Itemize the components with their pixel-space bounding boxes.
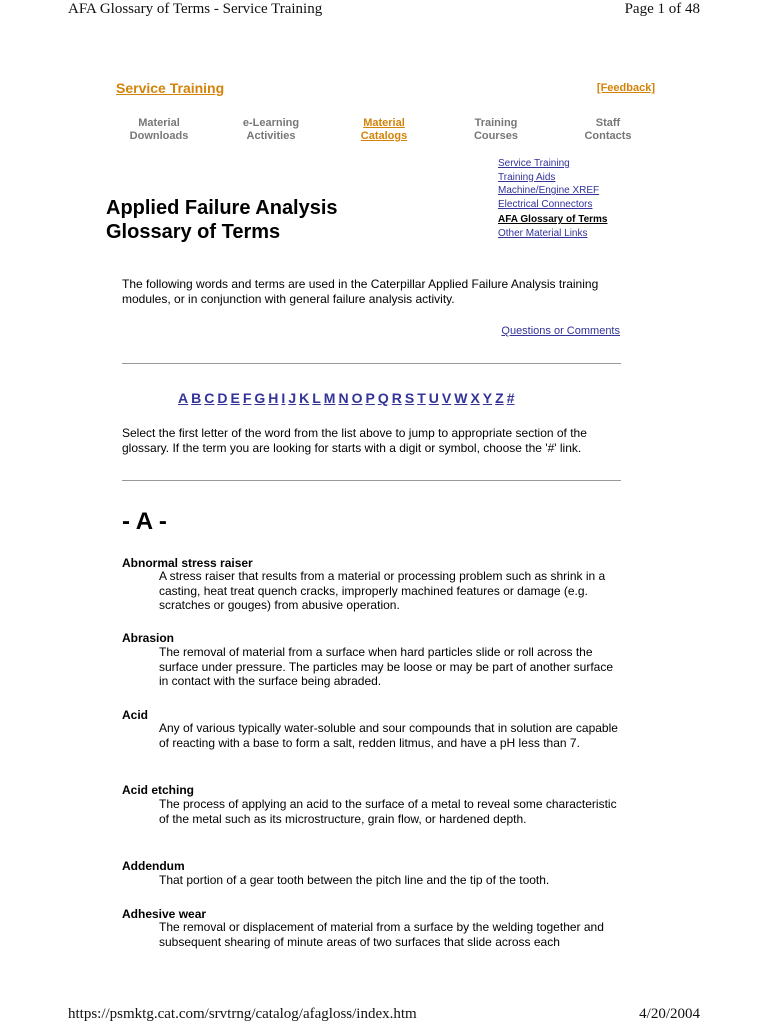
nav-label-line2: Courses	[473, 130, 519, 142]
alpha-link-hash[interactable]: #	[506, 390, 515, 406]
side-link-list	[498, 157, 607, 241]
glossary-term: Acid	[122, 708, 149, 722]
print-header-page-number: Page 1 of 48	[624, 1, 700, 17]
nav-label-line1: Training	[474, 117, 518, 129]
side-link-other-material-links[interactable]: Other Material Links	[498, 227, 588, 239]
side-link-afa-glossary-current[interactable]: AFA Glossary of Terms	[498, 214, 608, 226]
nav-material-downloads[interactable]	[114, 117, 204, 143]
divider-bottom	[122, 480, 621, 481]
nav-label-line1: Staff	[595, 117, 621, 129]
nav-elearning-activities[interactable]	[226, 117, 316, 143]
alpha-link-s[interactable]: S	[404, 390, 415, 406]
nav-material-catalogs[interactable]	[339, 117, 429, 143]
glossary-term: Abnormal stress raiser	[122, 556, 253, 570]
intro-paragraph: The following words and terms are used in the Caterpillar Applied Failure Analysis training modules, or in conjunction with general failure analysis activity.	[122, 277, 599, 306]
alphabet-instructions: Select the first letter of the word from the list above to jump to appropriate section of the glossary. If the term you are looking for starts with a digit or symbol, choose the '#' link.	[122, 426, 587, 455]
glossary-definition: The removal of material from a surface when hard particles slide or roll across the surface under pressure. The particles may be loose or may be part of another surface in contact with the surface being abraded.	[159, 645, 614, 689]
alpha-link-v[interactable]: V	[441, 390, 452, 406]
page-title-line1: Applied Failure Analysis	[106, 197, 338, 219]
alpha-link-g[interactable]: G	[254, 390, 266, 406]
alphabet-index	[178, 390, 517, 406]
side-link-training-aids[interactable]: Training Aids	[498, 171, 556, 183]
glossary-term: Acid etching	[122, 783, 195, 797]
alpha-link-p[interactable]: P	[365, 390, 375, 406]
alpha-link-e[interactable]: E	[230, 390, 240, 406]
nav-label-line2: Catalogs	[360, 130, 408, 142]
alpha-link-l[interactable]: L	[312, 390, 321, 406]
alpha-link-u[interactable]: U	[428, 390, 439, 406]
nav-training-courses[interactable]	[451, 117, 541, 143]
print-footer-url: https://psmktg.cat.com/srvtrng/catalog/afagloss/index.htm	[68, 1006, 417, 1022]
page-title-line2: Glossary of Terms	[106, 221, 281, 243]
page-title	[106, 196, 338, 244]
side-link-electrical-connectors[interactable]: Electrical Connectors	[498, 198, 593, 210]
nav-label-line2: Contacts	[584, 130, 632, 142]
glossary-definition: A stress raiser that results from a material or processing problem such as shrink in a casting, heat treat quench cracks, improperly machined features or damage (e.g. scratches or gouges) from abusive operation.	[159, 569, 606, 613]
nav-staff-contacts[interactable]	[563, 117, 653, 143]
nav-label-line1: Material	[363, 117, 405, 129]
alpha-link-d[interactable]: D	[217, 390, 228, 406]
alpha-link-f[interactable]: F	[242, 390, 252, 406]
alpha-link-k[interactable]: K	[299, 390, 310, 406]
alpha-link-z[interactable]: Z	[495, 390, 504, 406]
nav-label-line2: Activities	[246, 130, 296, 142]
glossary-definition: The process of applying an acid to the surface of a metal to reveal some characteristic of the metal such as its microstructure, grain flow, or hardened depth.	[159, 797, 617, 826]
service-training-logo-link[interactable]: Service Training	[116, 80, 225, 96]
print-footer-date: 4/20/2004	[639, 1006, 700, 1022]
alpha-link-o[interactable]: O	[351, 390, 363, 406]
side-link-service-training[interactable]: Service Training	[498, 158, 570, 169]
alpha-link-t[interactable]: T	[417, 390, 426, 406]
alpha-link-n[interactable]: N	[338, 390, 349, 406]
glossary-definition: The removal or displacement of material from a surface by the welding together and subsequent shearing of minute areas of two surfaces that slide across each	[159, 920, 604, 949]
nav-label-line2: Downloads	[129, 130, 189, 142]
print-header-title: AFA Glossary of Terms - Service Training	[68, 1, 323, 17]
alpha-link-x[interactable]: X	[470, 390, 480, 406]
alpha-link-b[interactable]: B	[191, 390, 202, 406]
alpha-link-q[interactable]: Q	[377, 390, 389, 406]
section-heading-a: - A -	[122, 508, 167, 535]
side-link-machine-engine-xref[interactable]: Machine/Engine XREF	[498, 185, 600, 197]
glossary-term: Addendum	[122, 859, 185, 873]
glossary-term: Adhesive wear	[122, 907, 207, 921]
alpha-link-c[interactable]: C	[204, 390, 215, 406]
questions-comments-link[interactable]: Questions or Comments	[501, 325, 620, 337]
alpha-link-h[interactable]: H	[268, 390, 279, 406]
glossary-definition: That portion of a gear tooth between the pitch line and the tip of the tooth.	[159, 873, 550, 887]
glossary-definition: Any of various typically water-soluble and sour compounds that in solution are capable of reacting with a base to form a salt, redden litmus, and have a pH less than 7.	[159, 721, 618, 750]
nav-label-line1: Material	[138, 117, 180, 129]
alpha-link-y[interactable]: Y	[482, 390, 493, 406]
feedback-link[interactable]: [Feedback]	[596, 82, 655, 94]
alpha-link-w[interactable]: W	[454, 390, 468, 406]
alpha-link-r[interactable]: R	[391, 390, 402, 406]
alpha-link-a[interactable]: A	[178, 390, 189, 406]
nav-label-line1: e-Learning	[242, 117, 300, 129]
alpha-link-m[interactable]: M	[323, 390, 336, 406]
alpha-link-j[interactable]: J	[288, 390, 297, 406]
divider-top	[122, 363, 621, 364]
alpha-link-i[interactable]: I	[281, 390, 286, 406]
glossary-term: Abrasion	[122, 631, 175, 645]
